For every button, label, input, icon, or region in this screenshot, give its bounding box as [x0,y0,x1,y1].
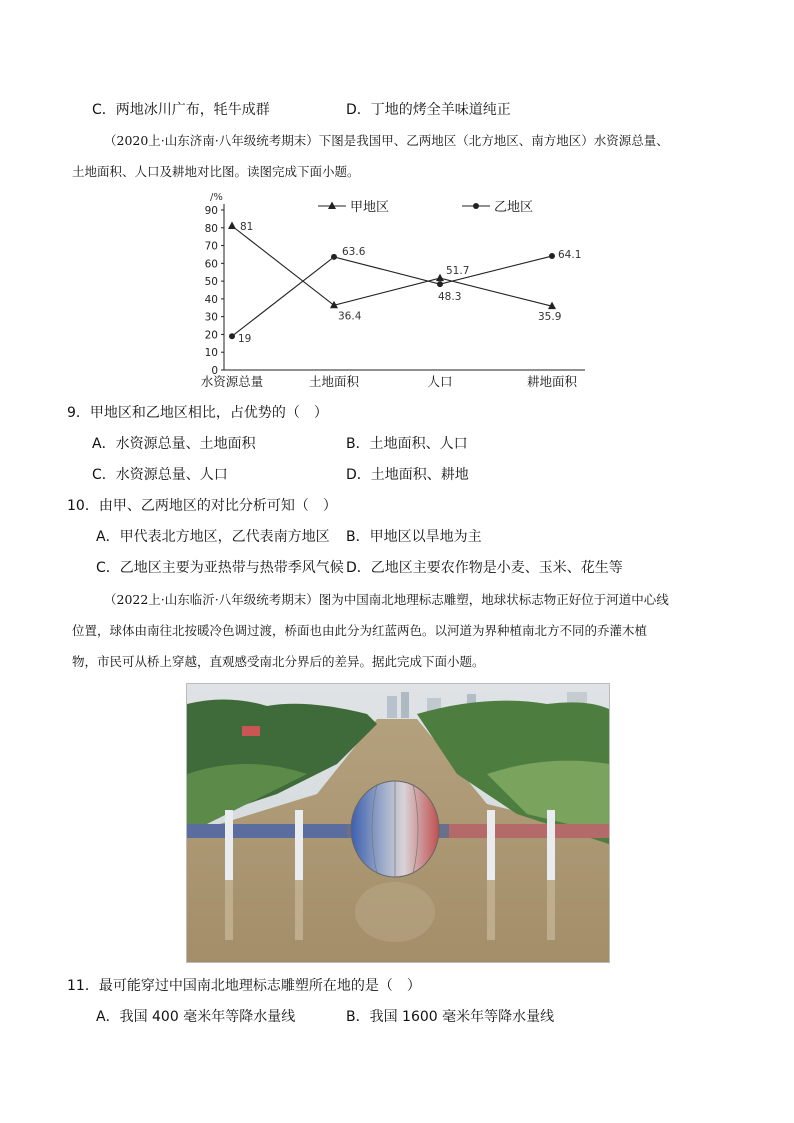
y-tick-label: 50 [204,276,218,289]
data-label: 19 [238,333,252,346]
y-tick-label: 70 [204,240,218,253]
data-label: 64.1 [558,249,582,262]
intro1-line2: 土地面积、人口及耕地对比图。读图完成下面小题。 [72,164,360,179]
data-point-triangle [228,222,236,230]
q9-stem: 9．甲地区和乙地区相比，占优势的（ ） [67,405,328,421]
data-point-triangle [436,274,444,282]
y-tick-label: 90 [204,205,218,217]
option-d-prev: D．丁地的烤全羊味道纯正 [346,102,511,118]
q10-option-b[interactable]: B．甲地区以旱地为主 [346,529,482,545]
q9-option-b[interactable]: B．土地面积、人口 [346,436,468,452]
q10-option-c[interactable]: C．乙地区主要为亚热带与热带季风气候 [96,560,344,576]
q11-option-b[interactable]: B．我国 1600 毫米年等降水量线 [346,1009,555,1025]
y-tick-label: 30 [204,311,218,324]
data-label: 51.7 [446,265,470,278]
data-point-circle [473,203,479,209]
q10-option-a[interactable]: A．甲代表北方地区，乙代表南方地区 [96,529,330,545]
x-tick-label: 人口 [427,374,453,389]
data-point-triangle [328,202,336,210]
q9-option-c[interactable]: C．水资源总量、人口 [92,467,228,483]
y-tick-label: 0 [211,365,218,377]
option-c-prev: C．两地冰川广布，牦牛成群 [92,102,270,118]
q9-option-d[interactable]: D．土地面积、耕地 [346,467,469,483]
legend-label: 甲地区 [350,200,390,215]
x-tick-label: 耕地面积 [526,374,578,389]
sculpture-photo [186,683,610,963]
intro2-line1: （2022上·山东临沂·八年级统考期末）图为中国南北地理标志雕塑，地球状标志物正好位于河道中心线 [104,592,669,607]
q9-option-a[interactable]: A．水资源总量、土地面积 [92,436,256,452]
data-point-circle [437,281,443,287]
data-label: 48.3 [438,291,462,304]
q10-option-d[interactable]: D．乙地区主要农作物是小麦、玉米、花生等 [346,560,623,576]
y-axis-label: /% [210,192,223,203]
y-tick-label: 10 [204,347,218,360]
y-tick-label: 60 [204,258,218,271]
series-line-2 [232,256,552,336]
data-label: 35.9 [538,311,562,324]
y-tick-label: 40 [204,293,218,306]
q10-stem: 10．由甲、乙两地区的对比分析可知（ ） [67,498,337,514]
intro1-line1: （2020上·山东济南·八年级统考期末）下图是我国甲、乙两地区（北方地区、南方地区）水资源总量、 [104,133,669,148]
data-point-circle [331,254,337,260]
data-point-circle [229,333,235,339]
data-point-circle [549,253,555,259]
x-tick-label: 水资源总量 [200,374,264,389]
series-line-1 [232,226,552,306]
data-label: 81 [240,221,254,233]
y-tick-label: 20 [204,329,218,342]
intro2-line2: 位置，球体由南往北按暖冷色调过渡，桥面也由此分为红蓝两色。以河道为界种植南北方不同的乔灌木植 [72,623,648,638]
data-label: 63.6 [342,245,366,258]
line-chart [190,188,590,393]
q11-option-a[interactable]: A．我国 400 毫米年等降水量线 [96,1009,296,1025]
intro2-line3: 物，市民可从桥上穿越，直观感受南北分界后的差异。据此完成下面小题。 [72,654,485,669]
data-label: 36.4 [338,310,362,323]
q11-stem: 11．最可能穿过中国南北地理标志雕塑所在地的是（ ） [67,978,421,994]
y-tick-label: 80 [204,222,218,235]
x-tick-label: 土地面积 [308,374,360,389]
legend-label: 乙地区 [494,200,534,215]
